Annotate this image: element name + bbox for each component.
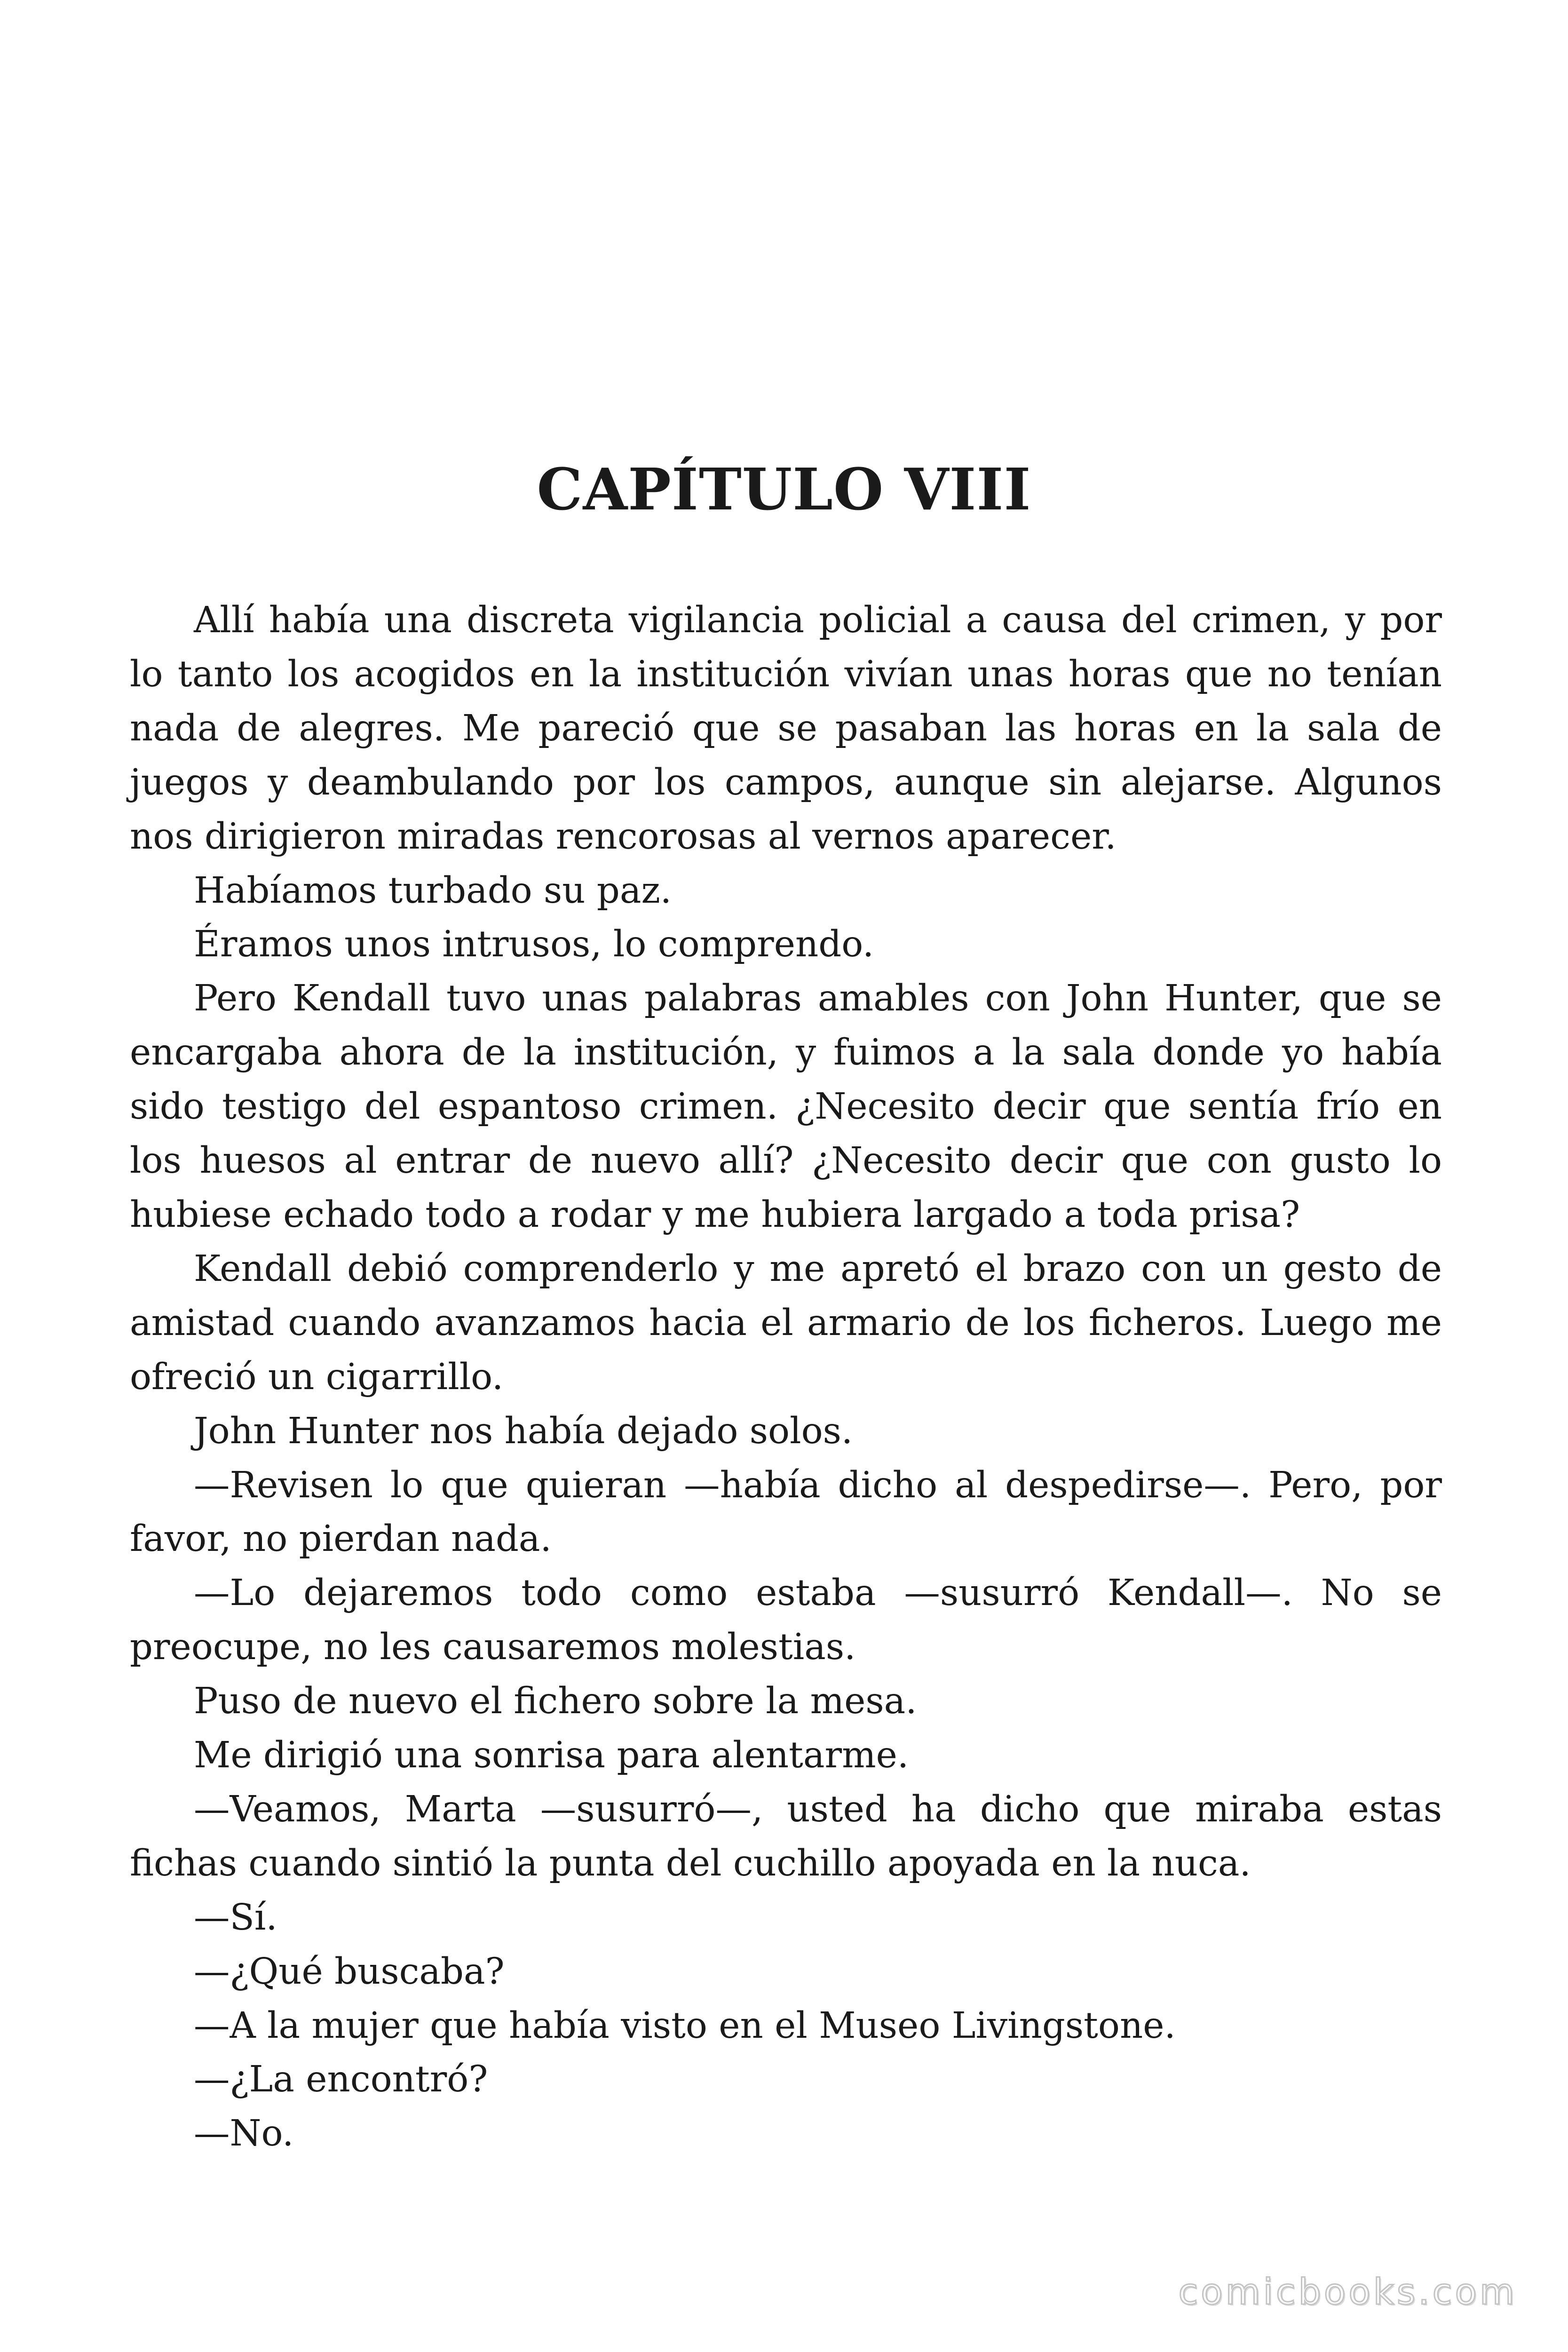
paragraph: Me dirigió una sonrisa para alentarme. <box>194 1734 909 1777</box>
dialogue-line: —A la mujer que había visto en el Museo Livingstone. <box>194 2004 1176 2047</box>
dialogue-line: —Lo dejaremos todo como estaba —susurró Kendall—. No se preocupe, no les causaremos molestias. <box>130 1572 1442 1669</box>
dialogue-line: —No. <box>194 2113 294 2155</box>
chapter-body <box>130 594 1442 2161</box>
paragraph: John Hunter nos había dejado solos. <box>194 1410 853 1452</box>
chapter-title: CAPÍTULO VIII <box>537 455 1031 523</box>
dialogue-line: —Veamos, Marta —susurró—, usted ha dicho que miraba estas fichas cuando sintió la punta del cuchillo apoyada en la nuca. <box>130 1788 1442 1884</box>
dialogue-line: —¿Qué buscaba? <box>194 1950 505 1993</box>
paragraph: Kendall debió comprenderlo y me apretó el brazo con un gesto de amistad cuando avanzamos hacia el armario de los ficheros. Luego me ofreció un cigarrillo. <box>130 1248 1442 1398</box>
dialogue-line: —¿La encontró? <box>194 2058 488 2101</box>
paragraph: Allí había una discreta vigilancia policial a causa del crimen, y por lo tanto los acogidos en la institución vivían unas horas que no tenían nada de alegres. Me pareció que se pasaban las horas en la sala de juegos y deambulando por los campos, aunque sin alejarse. Algunos nos dirigieron miradas rencorosas al vernos aparecer. <box>130 599 1442 858</box>
paragraph: Éramos unos intrusos, lo comprendo. <box>194 923 874 966</box>
paragraph: Habíamos turbado su paz. <box>194 869 672 912</box>
watermark: comicbooks.com <box>1178 2271 1517 2312</box>
paragraph: Pero Kendall tuvo unas palabras amables con John Hunter, que se encargaba ahora de la institución, y fuimos a la sala donde yo había sido testigo del espantoso crimen. ¿Necesito decir que sentía frío en los huesos al entrar de nuevo allí? ¿Necesito decir que con gusto lo hubiese echado todo a rodar y me hubiera largado a toda prisa? <box>130 977 1442 1236</box>
paragraph: Puso de nuevo el fichero sobre la mesa. <box>194 1680 917 1723</box>
dialogue-line: —Sí. <box>194 1896 277 1939</box>
dialogue-line: —Revisen lo que quieran —había dicho al despedirse—. Pero, por favor, no pierdan nada. <box>130 1464 1442 1560</box>
